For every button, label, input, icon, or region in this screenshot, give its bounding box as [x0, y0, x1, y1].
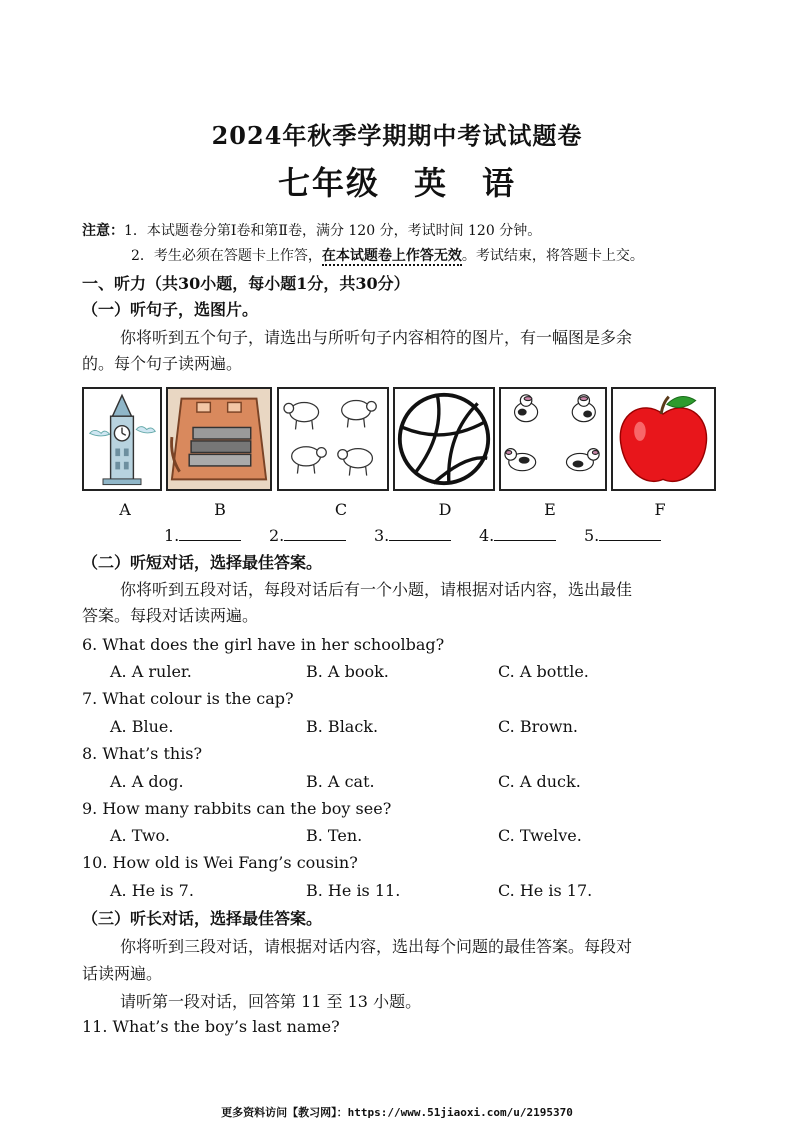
option-9b[interactable]: B. Ten.: [306, 826, 363, 845]
answer-blank-number: 5.: [584, 526, 600, 545]
notice-label: 注意：: [82, 223, 124, 239]
question-10: 10. How old is Wei Fang’s cousin?: [82, 853, 358, 872]
picture-a: [82, 387, 162, 491]
picture-label-b: B: [214, 500, 226, 519]
picture-f: [611, 387, 716, 491]
section3-heading: （三）听长对话，选择最佳答案。: [82, 909, 323, 928]
answer-blank-number: 4.: [479, 526, 495, 545]
picture-label-c: C: [334, 500, 348, 519]
section2-instruction-2: 答案。每段对话读两遍。: [82, 606, 259, 625]
notice-line-1: [82, 220, 541, 240]
option-7a[interactable]: A. Blue.: [110, 717, 174, 736]
exam-subject: 七年级 英 语: [277, 164, 516, 202]
notice-text-1: 1．本试题卷分第Ⅰ卷和第Ⅱ卷，满分 120 分，考试时间 120 分钟。: [124, 223, 542, 239]
schoolbag-books-icon: [168, 389, 270, 489]
section3-instruction-2: 话读两遍。: [82, 964, 163, 983]
question-6: 6. What does the girl have in her schoolbag?: [82, 635, 445, 654]
answer-blank-number: 3.: [374, 526, 390, 545]
option-7c[interactable]: C. Brown.: [498, 717, 578, 736]
notice-emphasis: 在本试题卷上作答无效: [321, 248, 462, 264]
option-10b[interactable]: B. He is 11.: [306, 881, 401, 900]
exam-title: 2024年秋季学期期中考试试题卷: [211, 121, 583, 150]
option-6a[interactable]: A. A ruler.: [110, 662, 192, 681]
answer-blank-1[interactable]: [164, 526, 241, 545]
option-8b[interactable]: B. A cat.: [306, 772, 375, 791]
notice-text-2b: 。考试结束，将答题卡上交。: [461, 248, 644, 264]
picture-label-a: A: [119, 500, 131, 519]
picture-d: [393, 387, 495, 491]
section1-instruction-2: 的。每个句子读两遍。: [82, 354, 243, 373]
picture-label-e: E: [544, 500, 556, 519]
answer-blank-5[interactable]: [584, 526, 661, 545]
option-10c[interactable]: C. He is 17.: [498, 881, 593, 900]
answer-blank-number: 2.: [269, 526, 285, 545]
option-9c[interactable]: C. Twelve.: [498, 826, 582, 845]
question-9: 9. How many rabbits can the boy see?: [82, 799, 392, 818]
picture-label-f: F: [654, 500, 666, 519]
footer-link[interactable]: 更多资料访问【教习网】：https://www.51jiaoxi.com/u/2195370: [221, 1106, 573, 1119]
question-7: 7. What colour is the cap?: [82, 689, 294, 708]
picture-e: [499, 387, 607, 491]
basketball-icon: [395, 389, 493, 489]
clock-tower-icon: [84, 389, 160, 489]
listening-heading: 一、听力（共30小题，每小题1分，共30分）: [82, 274, 410, 293]
cows-icon: [501, 389, 605, 489]
option-6c[interactable]: C. A bottle.: [498, 662, 589, 681]
notice-text-2a: 2．考生必须在答题卡上作答，: [131, 248, 322, 264]
option-10a[interactable]: A. He is 7.: [110, 881, 194, 900]
apple-icon: [613, 389, 714, 489]
section3-instruction-3: 请听第一段对话，回答第 11 至 13 小题。: [120, 992, 422, 1011]
section2-instruction-1: 你将听到五段对话，每段对话后有一个小题，请根据对话内容，选出最佳: [120, 580, 633, 599]
section1-heading: （一）听句子，选图片。: [82, 300, 259, 319]
answer-blank-2[interactable]: [269, 526, 346, 545]
picture-label-d: D: [438, 500, 452, 519]
sheep-icon: [279, 389, 387, 489]
option-8a[interactable]: A. A dog.: [110, 772, 184, 791]
section3-instruction-1: 你将听到三段对话，请根据对话内容，选出每个问题的最佳答案。每段对: [120, 937, 633, 956]
picture-b: [166, 387, 272, 491]
option-9a[interactable]: A. Two.: [110, 826, 170, 845]
option-8c[interactable]: C. A duck.: [498, 772, 581, 791]
question-11: 11. What’s the boy’s last name?: [82, 1017, 340, 1036]
section1-instruction-1: 你将听到五个句子，请选出与所听句子内容相符的图片，有一幅图是多余: [120, 328, 633, 347]
picture-c: [277, 387, 389, 491]
option-6b[interactable]: B. A book.: [306, 662, 389, 681]
answer-blank-number: 1.: [164, 526, 180, 545]
answer-blank-4[interactable]: [479, 526, 556, 545]
answer-blank-3[interactable]: [374, 526, 451, 545]
question-8: 8. What’s this?: [82, 744, 203, 763]
section2-heading: （二）听短对话，选择最佳答案。: [82, 553, 323, 572]
notice-line-2: [131, 245, 644, 265]
option-7b[interactable]: B. Black.: [306, 717, 379, 736]
